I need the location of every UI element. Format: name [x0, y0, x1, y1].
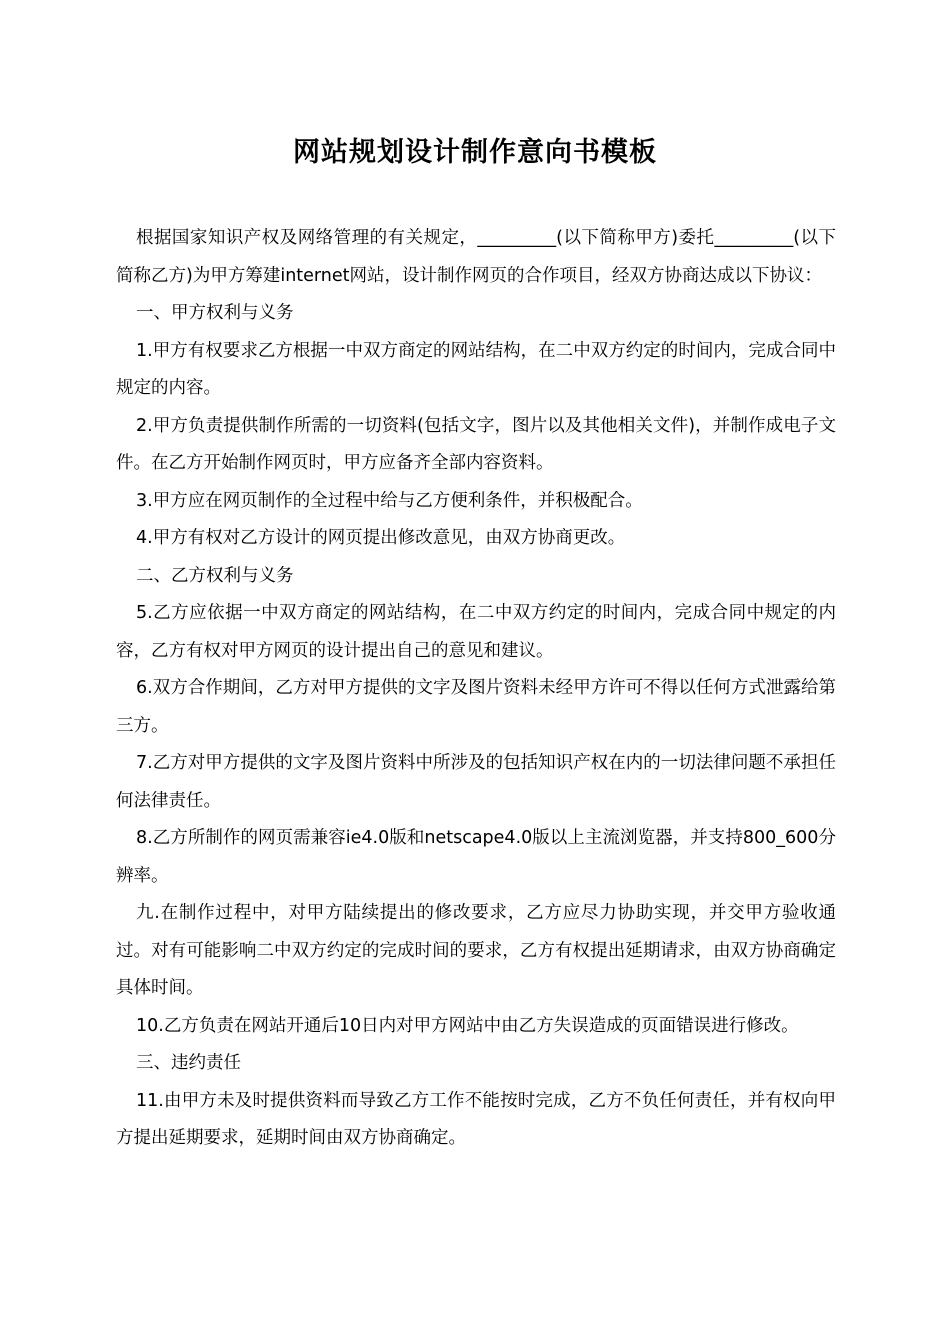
document-title: 网站规划设计制作意向书模板 — [293, 137, 657, 168]
document-body — [116, 220, 836, 1158]
clause-6: 6.双方合作期间，乙方对甲方提供的文字及图片资料未经甲方许可不得以任何方式泄露给第三方。 — [116, 678, 836, 736]
clause-10: 10.乙方负责在网站开通后10日内对甲方网站中由乙方失误造成的页面错误进行修改。 — [136, 1015, 799, 1036]
clause-11: 11.由甲方未及时提供资料而导致乙方工作不能按时完成，乙方不负任何责任，并有权向甲方提出延期要求，延期时间由双方协商确定。 — [116, 1090, 836, 1148]
section-heading-party-a: 一、甲方权利与义务 — [136, 303, 294, 323]
clause-8: 8.乙方所制作的网页需兼容ie4.0版和netscape4.0版以上主流浏览器，并支持800_600分辨率。 — [116, 828, 836, 886]
clause-1: 1.甲方有权要求乙方根据一中双方商定的网站结构，在二中双方约定的时间内，完成合同中规定的内容。 — [116, 340, 836, 398]
intro-paragraph: 根据国家知识产权及网络管理的有关规定，_________(以下简称甲方)委托_________(以下简称乙方)为甲方筹建internet网站，设计制作网页的合作项目，经双方协商达成以下协议： — [116, 228, 836, 286]
section-heading-party-b: 二、乙方权利与义务 — [136, 565, 294, 586]
clause-3: 3.甲方应在网页制作的全过程中给与乙方便利条件，并积极配合。 — [136, 490, 643, 511]
clause-2: 2.甲方负责提供制作所需的一切资料(包括文字，图片以及其他相关文件)，并制作成电子文件。在乙方开始制作网页时，甲方应备齐全部内容资料。 — [116, 415, 836, 473]
clause-7: 7.乙方对甲方提供的文字及图片资料中所涉及的包括知识产权在内的一切法律问题不承担任何法律责任。 — [116, 753, 836, 811]
clause-4: 4.甲方有权对乙方设计的网页提出修改意见，由双方协商更改。 — [136, 528, 626, 548]
clause-5: 5.乙方应依据一中双方商定的网站结构，在二中双方约定的时间内，完成合同中规定的内容，乙方有权对甲方网页的设计提出自己的意见和建议。 — [116, 603, 836, 661]
clause-9: 九.在制作过程中，对甲方陆续提出的修改要求，乙方应尽力协助实现，并交甲方验收通过。对有可能影响二中双方约定的完成时间的要求，乙方有权提出延期请求，由双方协商确定具体时间。 — [116, 903, 836, 998]
section-heading-liability: 三、违约责任 — [136, 1053, 241, 1073]
